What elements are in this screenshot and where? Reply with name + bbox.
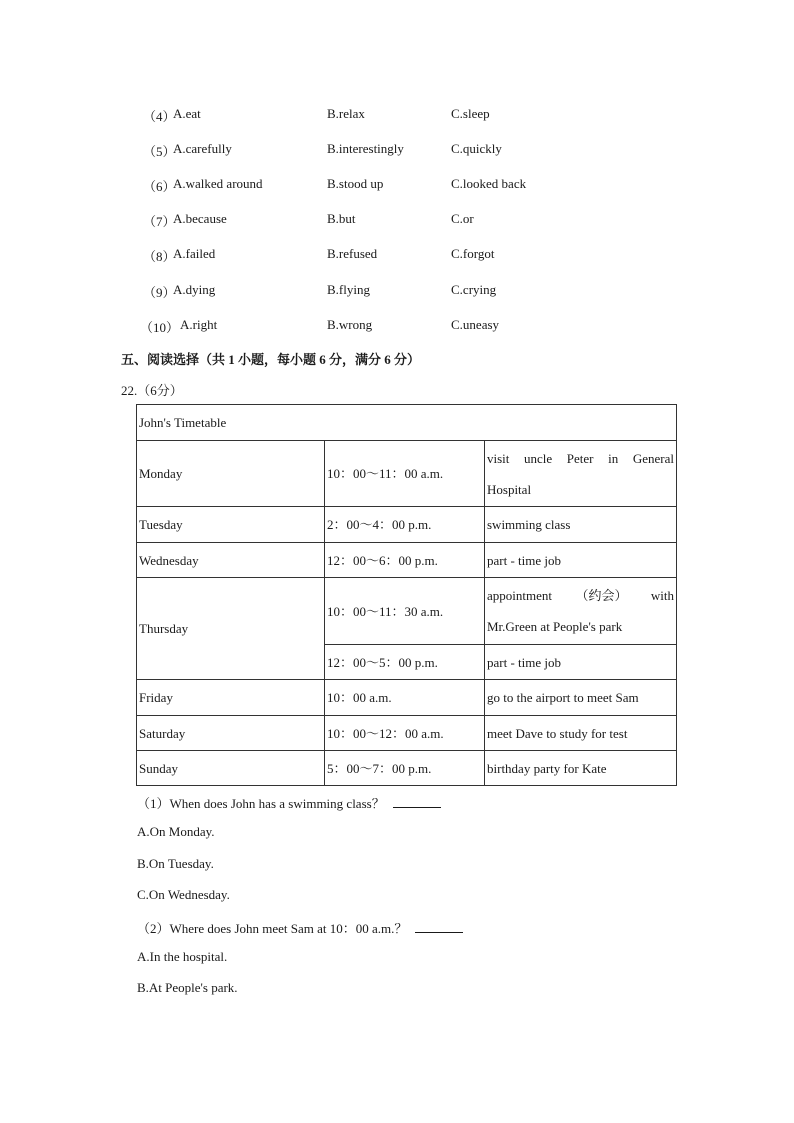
word: visit [487,450,510,466]
option-a: A.walked around [173,176,263,191]
timetable-title: John's Timetable [137,405,677,441]
activity-cell: go to the airport to meet Sam [485,680,677,716]
timetable-header-row [137,405,677,441]
choice-a: A.On Monday. [137,824,215,839]
table-row [137,578,677,645]
option-row [0,246,794,266]
activity-cell: part - time job [485,645,677,680]
option-c: C.forgot [451,246,495,261]
question-title: 22.（6分） [121,383,183,398]
option-number: （10） [140,320,180,335]
activity-cell: part - time job [485,543,677,578]
answer-blank[interactable] [393,795,441,808]
activity-line [487,443,674,474]
time-cell: 10：00～12：00 a.m. [325,716,485,751]
table-row [137,680,677,716]
option-c: C.crying [451,282,497,297]
sub-question [137,793,441,812]
time-cell: 12：00～5：00 p.m. [325,645,485,680]
table-row [137,507,677,543]
option-b: B.relax [327,106,365,121]
day-cell: Friday [137,680,325,716]
option-a: A.eat [173,106,201,121]
option-b: B.but [327,211,356,226]
word: appointment [487,588,552,603]
option-a: A.carefully [173,141,232,156]
option-number: （8） [143,249,176,264]
day-cell: Saturday [137,716,325,751]
choice-c: C.On Wednesday. [137,887,230,902]
activity-cell [485,441,677,507]
table-row [137,543,677,578]
option-b: B.interestingly [327,141,404,156]
day-cell: Thursday [137,578,325,680]
day-cell: Tuesday [137,507,325,543]
word: （约会） [575,588,628,603]
question-stem: （1）When does John has a swimming class？ [137,796,385,811]
time-cell: 12：00～6：00 p.m. [325,543,485,578]
word: with [650,588,675,603]
word: General [632,450,674,466]
option-number: （5） [143,144,176,159]
activity-cell: swimming class [485,507,677,543]
option-a: A.failed [173,246,216,261]
word: uncle [524,450,553,466]
option-number: （4） [143,109,176,124]
choice-b: B.At People's park. [137,980,238,995]
activity-cell: meet Dave to study for test [485,716,677,751]
choice-b: B.On Tuesday. [137,856,214,871]
table-row [137,751,677,786]
option-b: B.refused [327,246,378,261]
option-row [0,176,794,196]
choice-a: A.In the hospital. [137,949,228,964]
time-cell: 2：00～4：00 p.m. [325,507,485,543]
activity-line: Hospital [487,481,532,497]
option-number: （7） [143,214,176,229]
option-row [0,317,794,337]
option-number: （9） [143,285,176,300]
time-cell: 10：00～11：30 a.m. [325,578,485,645]
option-row [0,282,794,302]
option-a: A.right [180,317,218,332]
option-a: A.dying [173,282,216,297]
option-b: B.flying [327,282,370,297]
time-cell: 5：00～7：00 p.m. [325,751,485,786]
option-c: C.quickly [451,141,502,156]
section-title: 五、阅读选择（共 1 小题，每小题 6 分，满分 6 分） [121,352,421,367]
sub-question [137,918,463,937]
option-c: C.uneasy [451,317,500,332]
time-cell: 10：00 a.m. [325,680,485,716]
word: Peter [566,450,594,466]
table-row [137,441,677,507]
day-cell: Sunday [137,751,325,786]
time-cell: 10：00～11：00 a.m. [325,441,485,507]
option-row [0,211,794,231]
question-stem: （2）Where does John meet Sam at 10：00 a.m.？ [137,921,408,936]
option-row [0,106,794,126]
option-a: A.because [173,211,227,226]
activity-cell [485,578,677,645]
option-c: C.looked back [451,176,527,191]
table-row [137,716,677,751]
option-c: C.sleep [451,106,490,121]
option-row [0,141,794,161]
day-cell: Wednesday [137,543,325,578]
day-cell: Monday [137,441,325,507]
timetable [136,404,677,786]
option-b: B.stood up [327,176,384,191]
word: in [608,450,619,466]
option-c: C.or [451,211,474,226]
option-b: B.wrong [327,317,373,332]
answer-blank[interactable] [415,920,463,933]
activity-line [487,580,674,611]
activity-line: Mr.Green at People's park [487,619,623,634]
option-number: （6） [143,179,176,194]
activity-cell: birthday party for Kate [485,751,677,786]
